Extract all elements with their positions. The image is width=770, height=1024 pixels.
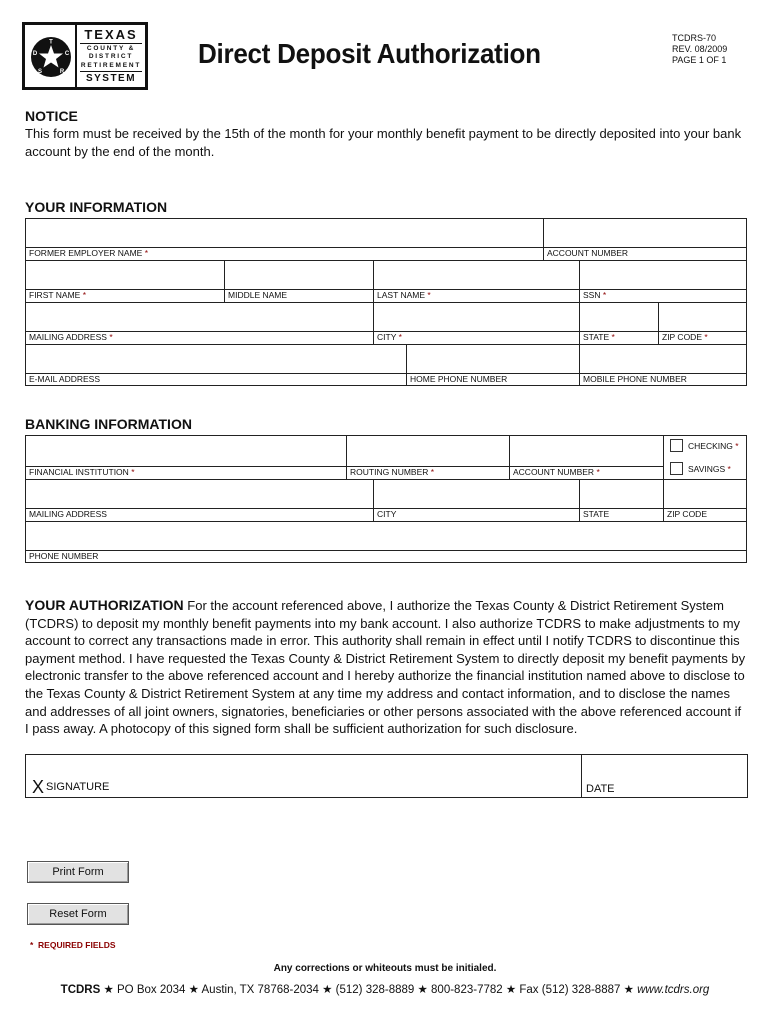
page-title: Direct Deposit Authorization [198, 38, 541, 69]
field-label: LAST NAME [377, 290, 426, 300]
table-row [26, 480, 746, 522]
required-star: * [611, 332, 615, 342]
signature-x-mark: X [32, 777, 45, 797]
bank-mailing-address-field[interactable] [26, 480, 373, 521]
account-number-field[interactable] [543, 219, 746, 260]
field-label: MIDDLE NAME [228, 290, 288, 300]
footer-po-box: PO Box 2034 [117, 984, 186, 996]
star-icon: ★ [103, 984, 114, 996]
logo-line: TEXAS [80, 28, 142, 44]
required-star: * [427, 290, 431, 300]
bank-zip-code-field[interactable] [663, 480, 746, 521]
footer-contact [0, 982, 770, 996]
required-star: * [735, 441, 739, 451]
logo-line: COUNTY & [86, 44, 136, 52]
signature-box [25, 754, 748, 798]
required-star: * [430, 467, 435, 477]
zip-code-field[interactable] [658, 303, 746, 344]
savings-checkbox[interactable] [670, 462, 683, 475]
required-star: * [82, 290, 87, 300]
email-field[interactable] [26, 345, 406, 386]
field-label: HOME PHONE NUMBER [410, 374, 508, 384]
required-star: * [144, 248, 149, 258]
print-form-button[interactable]: Print Form [27, 861, 129, 883]
date-field[interactable] [582, 755, 747, 797]
footer-city: Austin, TX 78768-2034 [201, 984, 319, 996]
footer-website-link[interactable]: www.tcdrs.org [637, 984, 710, 996]
checking-label: CHECKING [688, 441, 733, 451]
home-phone-field[interactable] [406, 345, 579, 386]
field-label: MAILING ADDRESS [29, 332, 107, 342]
mobile-phone-field[interactable] [579, 345, 746, 386]
field-label: CITY [377, 509, 397, 519]
seal-letter: S [37, 69, 43, 75]
table-row [26, 303, 746, 345]
required-star: * [30, 940, 34, 950]
table-row [26, 219, 746, 261]
required-star: * [596, 467, 600, 477]
table-row [26, 345, 746, 386]
required-star: * [109, 332, 113, 342]
table-row [26, 522, 746, 563]
field-label: FINANCIAL INSTITUTION [29, 467, 129, 477]
account-type-cell [663, 436, 746, 479]
former-employer-field[interactable] [26, 219, 543, 260]
star-icon: ★ [505, 984, 517, 996]
seal-letter: D [32, 51, 38, 57]
field-label: E-MAIL ADDRESS [29, 374, 101, 384]
field-label: ZIP CODE [662, 332, 702, 342]
field-label: ROUTING NUMBER [350, 467, 429, 477]
field-label: FIRST NAME [29, 290, 81, 300]
field-label: ACCOUNT NUMBER [513, 467, 595, 477]
star-icon: ★ [322, 984, 333, 996]
footer-phone: (512) 328-8889 [335, 984, 415, 996]
tcdrs-logo [22, 22, 148, 90]
bank-phone-field[interactable] [26, 522, 746, 563]
ssn-field[interactable] [579, 261, 746, 302]
form-revision: REV. 08/2009 [672, 44, 728, 54]
required-star: * [704, 332, 708, 342]
logo-line: RETIREMENT [80, 61, 142, 69]
corrections-note: Any corrections or whiteouts must be initialed. [273, 963, 497, 974]
your-information-title: YOUR INFORMATION [25, 199, 168, 215]
last-name-field[interactable] [373, 261, 579, 302]
field-label: STATE [583, 332, 610, 342]
star-icon: ★ [417, 984, 428, 996]
seal-letter: R [59, 69, 65, 75]
field-label: ACCOUNT NUMBER [547, 248, 629, 258]
authorization-text: For the account referenced above, I authorize the Texas County & District Retirement System (TCDRS) to deposit my monthly benefit payments into my bank account. I also authorize TCDRS to make adjustments to my account to correct any transactions made in error. This authority shall remain in effect until I notify TCDRS to discontinue this payment method. I have requested the Texas County & District Retirement System to directly deposit my benefit payments by electronic transfer to the above referenced account and I hereby authorize the financial institution named above to disclose to the Texas County & District Retirement System at any time my address and contact information, and to disclose the names and addresses of all joint owners, signatories, beneficiaries or other persons associated with the above referenced account if I pass away. A photocopy of this signed form shall be sufficient authorization for such disclosure. [25, 598, 746, 737]
banking-information-title: BANKING INFORMATION [25, 416, 192, 432]
middle-name-field[interactable] [224, 261, 373, 302]
field-label: PHONE NUMBER [29, 551, 99, 561]
savings-label: SAVINGS [688, 464, 726, 474]
notice-text: This form must be received by the 15th of the month for your monthly benefit payment to be directly deposited into your bank account by the end of the month. [25, 126, 742, 159]
seal-letter: T [49, 39, 53, 46]
footer-org: TCDRS [60, 984, 101, 996]
routing-number-field[interactable] [346, 436, 509, 479]
footer-fax: Fax (512) 328-8887 [519, 984, 621, 996]
logo-line: DISTRICT [88, 53, 134, 61]
star-icon: ★ [188, 984, 199, 996]
notice-title: NOTICE [25, 108, 78, 124]
bank-city-field[interactable] [373, 480, 579, 521]
logo-line: SYSTEM [80, 71, 142, 84]
mailing-address-field[interactable] [26, 303, 373, 344]
state-field[interactable] [579, 303, 658, 344]
page-number: PAGE 1 OF 1 [672, 55, 727, 65]
reset-form-button[interactable]: Reset Form [27, 903, 129, 925]
banking-information-table [25, 435, 747, 563]
form-code: TCDRS-70 [672, 33, 717, 43]
table-row [26, 436, 746, 480]
financial-institution-field[interactable] [26, 436, 346, 479]
required-star: * [727, 464, 731, 474]
authorization-paragraph [25, 597, 747, 738]
bank-account-number-field[interactable] [509, 436, 663, 479]
star-seal-icon [25, 25, 77, 87]
signature-field[interactable] [26, 755, 581, 797]
required-star: * [131, 467, 135, 477]
checking-checkbox[interactable] [670, 439, 683, 452]
city-field[interactable] [373, 303, 579, 344]
signature-label: SIGNATURE [46, 781, 110, 793]
required-fields-text: REQUIRED FIELDS [38, 940, 116, 950]
field-label: ZIP CODE [667, 509, 707, 519]
star-icon: ★ [623, 984, 634, 996]
form-meta [672, 33, 727, 66]
table-row [26, 261, 746, 303]
authorization-heading: YOUR AUTHORIZATION [25, 597, 184, 613]
date-label: DATE [586, 783, 615, 795]
required-fields-note [30, 940, 116, 950]
required-star: * [398, 332, 402, 342]
field-label: CITY [377, 332, 397, 342]
required-star: * [602, 290, 607, 300]
field-label: MOBILE PHONE NUMBER [583, 374, 687, 384]
field-label: MAILING ADDRESS [29, 509, 107, 519]
seal-letter: C [64, 51, 70, 57]
field-label: SSN [583, 290, 601, 300]
first-name-field[interactable] [26, 261, 224, 302]
footer-toll-free: 800-823-7782 [431, 984, 503, 996]
field-label: FORMER EMPLOYER NAME [29, 248, 143, 258]
field-label: STATE [583, 509, 610, 519]
your-information-table [25, 218, 747, 386]
bank-state-field[interactable] [579, 480, 663, 521]
